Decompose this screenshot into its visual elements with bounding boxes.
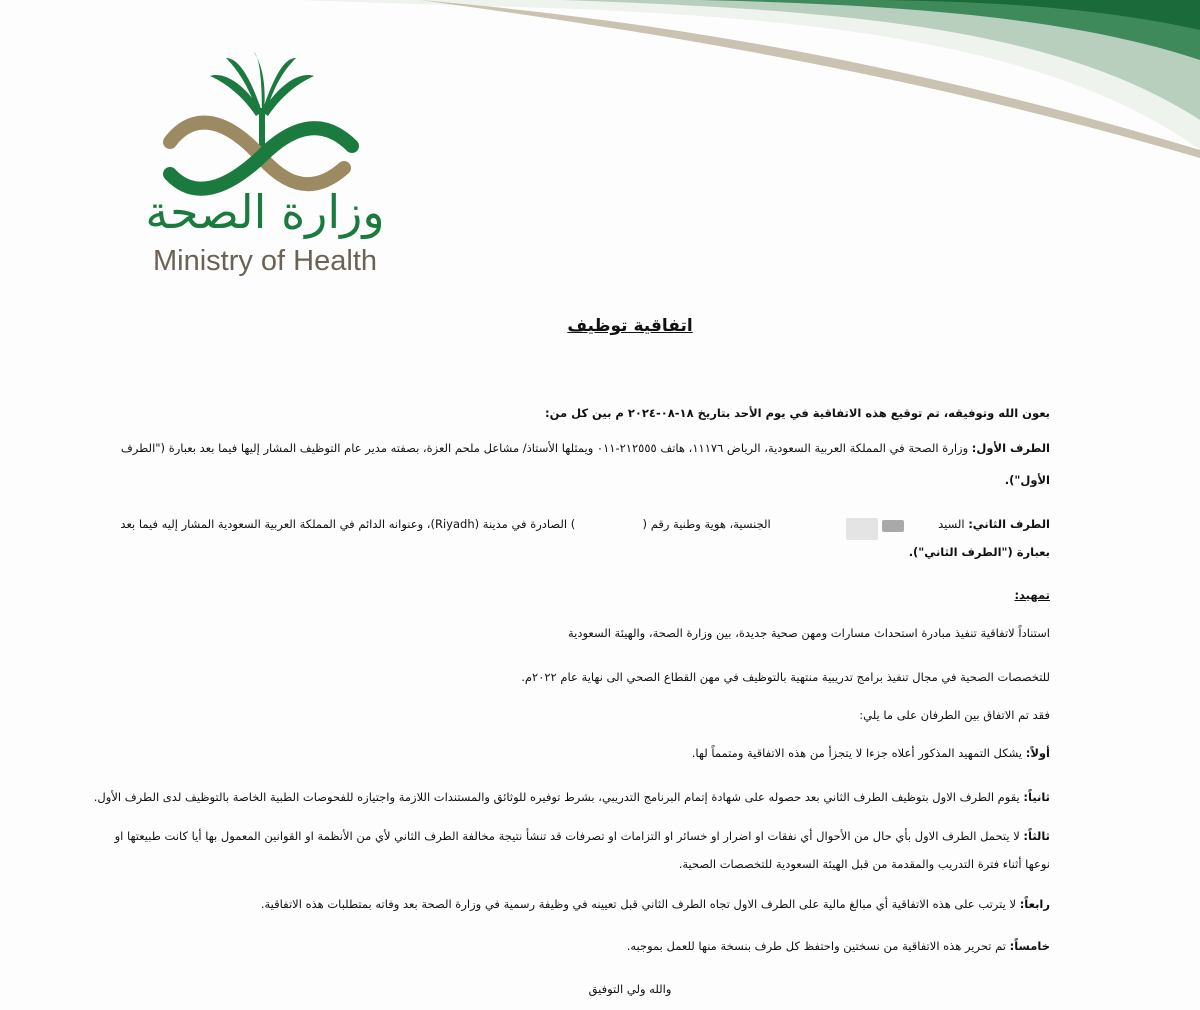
clause-three-label: ثالثاً: bbox=[1023, 829, 1050, 843]
clause-three-line-2: نوعها أثناء فترة التدريب والمقدمة من قبل الهيئة السعودية للتخصصات الصحية. bbox=[678, 857, 1050, 871]
clause-five-label: خامساً: bbox=[1009, 939, 1050, 953]
party-two-text: السيد bbox=[938, 517, 969, 531]
party-two-line-2: بعبارة ("الطرف الثاني"). bbox=[908, 545, 1050, 559]
party-one-line bbox=[10, 441, 1050, 455]
party-two-residence: ) الصادرة في مدينة (Riyadh)، وعنوانه الدائم في المملكة العربية السعودية المشار إليه فيما بعد bbox=[120, 517, 576, 531]
sign-off: والله ولي التوفيق bbox=[588, 982, 672, 996]
preamble-paragraph-3: فقد تم الاتفاق بين الطرفان على ما يلي: bbox=[859, 708, 1050, 722]
party-two-label: الطرف الثاني: bbox=[968, 517, 1050, 531]
clause-five bbox=[10, 939, 1050, 953]
clause-four bbox=[10, 897, 1050, 911]
clause-four-label: رابعاً: bbox=[1019, 897, 1050, 911]
logo-english-name: Ministry of Health bbox=[152, 245, 377, 277]
clause-one-text: يشكل التمهيد المذكور أعلاه جزءا لا يتجزأ من هذه الاتفاقية ومتمماً لها. bbox=[691, 746, 1026, 760]
logo-arabic-name: وزارة الصحة bbox=[145, 185, 385, 239]
party-two-nationality: الجنسية، هوية وطنية رقم ( bbox=[642, 517, 771, 531]
clause-three bbox=[10, 829, 1050, 843]
redacted-name-mark bbox=[882, 520, 904, 532]
clause-three-text: لا يتحمل الطرف الاول بأي حال من الأحوال أي نفقات او اضرار او خسائر او التزامات او تصرفات قد تنشأ نتيجة مخالفة الطرف الثاني لأي من الأنظمة او القوانين المعمول بها أيا كانت طبيعتها او bbox=[114, 829, 1024, 843]
clause-two bbox=[10, 790, 1050, 804]
redacted-name bbox=[846, 518, 878, 540]
clause-five-text: تم تحرير هذه الاتفاقية من نسختين واحتفظ كل طرف بنسخة منها للعمل بموجبه. bbox=[626, 939, 1010, 953]
clause-four-text: لا يترتب على هذه الاتفاقية أي مبالغ مالية على الطرف الاول تجاه الطرف الثاني قبل تعيينه في وظيفة رسمية في وزارة الصحة بعد وفاته بمتطلبات هذه الاتفاقية. bbox=[260, 897, 1020, 911]
clause-one bbox=[10, 746, 1050, 760]
party-one-line-2: الأول"). bbox=[1004, 473, 1050, 487]
preamble-paragraph-2: للتخصصات الصحية في مجال تنفيذ برامج تدريبية منتهية بالتوظيف في مهن القطاع الصحي الى نهاية عام ٢٠٢٢م. bbox=[521, 670, 1050, 684]
preamble-heading: تمهيد: bbox=[1014, 588, 1050, 602]
clause-one-label: أولاً: bbox=[1025, 746, 1050, 760]
clause-two-label: ثانياً: bbox=[1023, 790, 1050, 804]
preamble-paragraph-1: استناداً لاتفاقية تنفيذ مبادرة استحداث مسارات ومهن صحية جديدة، بين وزارة الصحة، والهيئة السعودية bbox=[567, 626, 1050, 640]
clause-two-text: يقوم الطرف الاول بتوظيف الطرف الثاني بعد حصوله على شهادة إتمام البرنامج التدريبي، بشرط توفيره للوثائق والمستندات اللازمة واجتيازه للفحوصات الطبية الخاصة بالتوظيف لدى الطرف الأول. bbox=[93, 790, 1024, 804]
intro-paragraph: بعون الله وتوفيقه، تم توقيع هذه الاتفاقية في يوم الأحد بتاريخ ١٨-٠٨-٢٠٢٤ م بين كل من: bbox=[545, 406, 1050, 420]
document-title: اتفاقية توظيف bbox=[567, 316, 693, 336]
party-one-text: وزارة الصحة في المملكة العربية السعودية، الرياض ١١١٧٦، هاتف ٢١٢٥٥٥-٠١١ ويمثلها الأستاذ/ مشاعل ملحم العزة، بصفته مدير عام التوظيف المشار إليها فيما بعد بعبارة ("الطرف bbox=[120, 441, 972, 455]
party-one-label: الطرف الأول: bbox=[971, 441, 1050, 455]
